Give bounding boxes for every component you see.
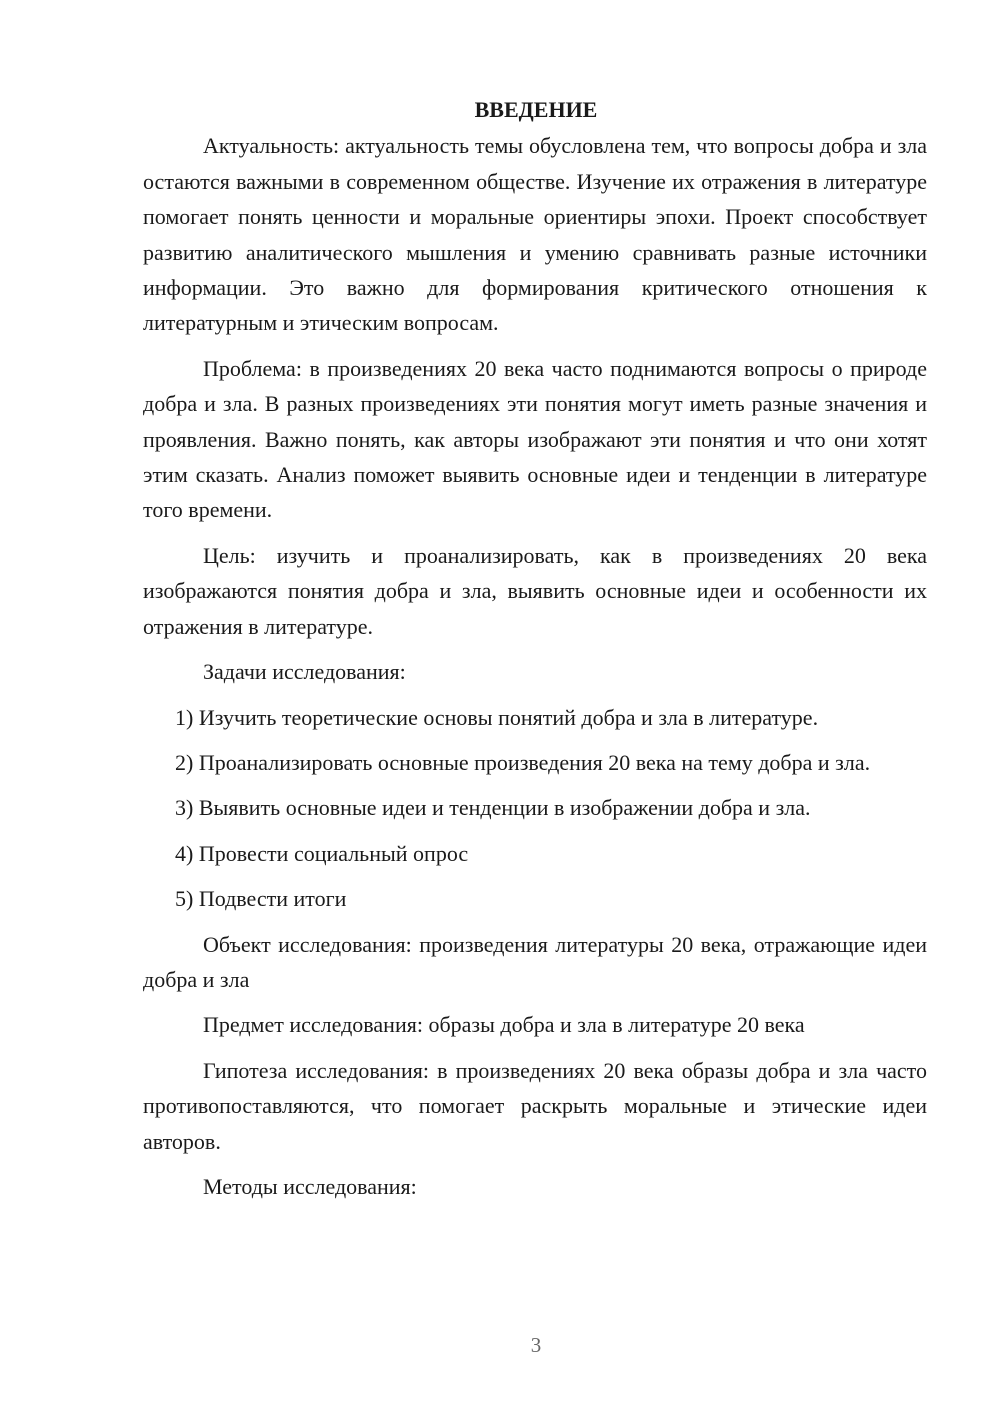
task-item-2: 2) Проанализировать основные произведения 20 века на тему добра и зла. — [175, 749, 871, 775]
paragraph-problem: Проблема: в произведениях 20 века часто поднимаются вопросы о природе добра и зла. В разных произведениях эти понятия могут иметь разные значения и проявления. Важно понять, как авторы изображают эти понятия и что они хотят этим сказать. Анализ поможет выявить основные идеи и тенденции в литературе того времени. — [143, 355, 927, 523]
task-item-5: 5) Подвести итоги — [175, 886, 347, 912]
section-title: ВВЕДЕНИЕ — [474, 97, 598, 122]
document-page — [143, 92, 927, 1214]
task-item-3: 3) Выявить основные идеи и тенденции в изображении добра и зла. — [175, 795, 811, 821]
page-number: 3 — [530, 1333, 542, 1357]
task-item-4: 4) Провести социальный опрос — [175, 840, 469, 866]
task-item-1: 1) Изучить теоретические основы понятий добра и зла в литературе. — [175, 704, 819, 730]
paragraph-relevance: Актуальность: актуальность темы обусловлена тем, что вопросы добра и зла остаются важными в современном обществе. Изучение их отражения в литературе помогает понять ценности и моральные ориентиры эпохи. Проект способствует развитию аналитического мышления и умению сравнивать разные источники информации. Это важно для формирования критического отношения к литературным и этическим вопросам. — [143, 133, 927, 336]
paragraph-object: Объект исследования: произведения литературы 20 века, отражающие идеи добра и зла — [143, 931, 927, 992]
paragraph-subject: Предмет исследования: образы добра и зла в литературе 20 века — [203, 1012, 805, 1038]
paragraph-hypothesis: Гипотеза исследования: в произведениях 20 века образы добра и зла часто противопоставляются, что помогает раскрыть моральные и этические идеи авторов. — [143, 1057, 927, 1154]
paragraph-goal: Цель: изучить и проанализировать, как в произведениях 20 века изображаются понятия добра и зла, выявить основные идеи и особенности их отражения в литературе. — [143, 542, 927, 639]
methods-heading: Методы исследования: — [203, 1173, 417, 1199]
tasks-heading: Задачи исследования: — [203, 659, 406, 685]
